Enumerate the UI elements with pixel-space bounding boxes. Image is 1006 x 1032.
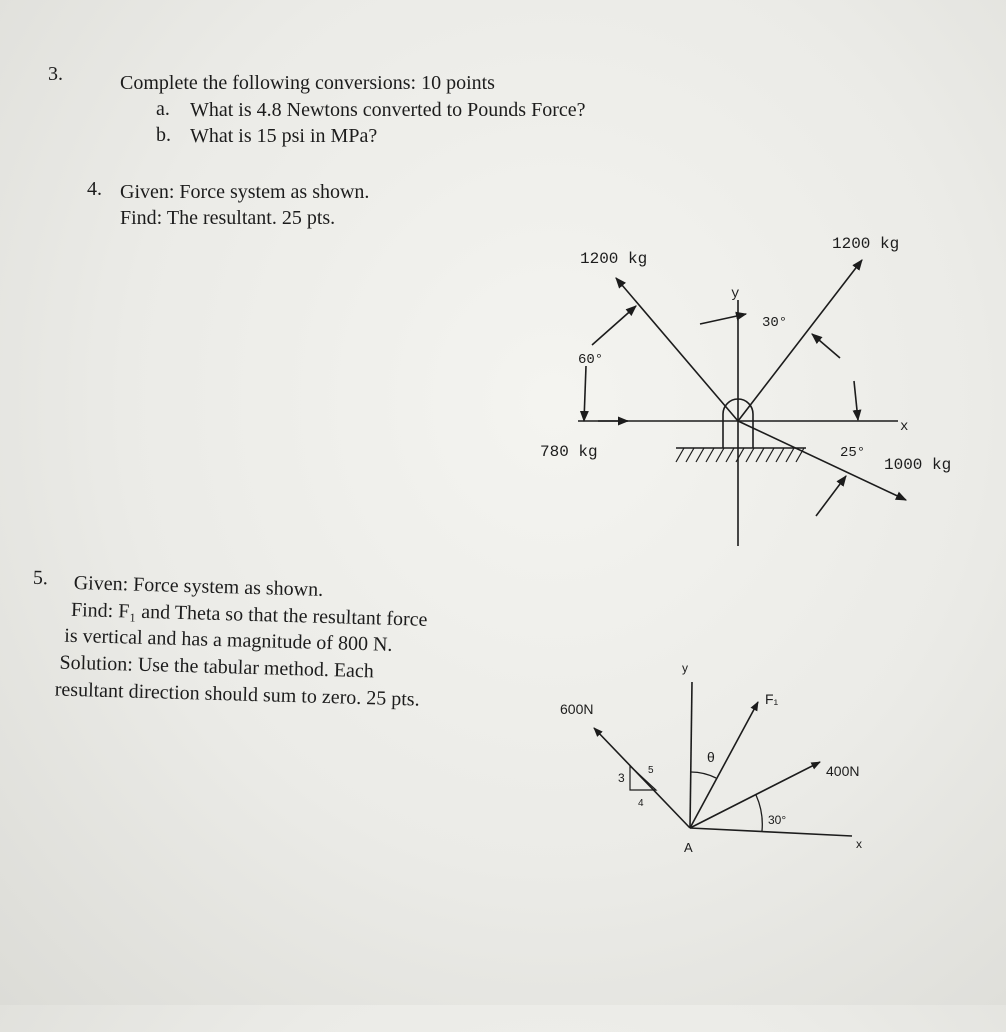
q5-instruction: resultant direction should sum to zero. 25 pts. (54, 678, 420, 711)
q5-tri-3: 3 (618, 771, 625, 785)
q4-angle-60: 60° (578, 352, 604, 368)
q5-number: 5. (32, 566, 49, 590)
q4-axis-y-label: y (731, 286, 740, 302)
q3-title: Complete the following conversions: 10 points (120, 72, 495, 94)
q4-label-780: 780 kg (540, 443, 598, 461)
q3-b-text: What is 15 psi in MPa? (190, 125, 378, 147)
q5-30-arc (756, 795, 762, 831)
q4-given: Given: Force system as shown. (120, 181, 370, 203)
q5-label-f1: F₁ (765, 691, 779, 707)
q5-tri-5: 5 (648, 765, 654, 776)
q4-angle-25: 25° (840, 445, 866, 461)
q5-x-axis (690, 828, 852, 836)
q5-force-600 (594, 728, 690, 828)
q4-axis-x-label: x (900, 419, 909, 435)
q5-theta-arc (691, 772, 716, 778)
q5-condition: is vertical and has a magnitude of 800 N. (64, 624, 393, 656)
q5-force-400 (690, 762, 820, 828)
q3-number: 3. (48, 63, 63, 85)
q5-given: Given: Force system as shown. (73, 571, 324, 601)
q4-angle-30: 30° (762, 315, 788, 331)
q5-point-a: A (684, 840, 693, 855)
q3-a-text: What is 4.8 Newtons converted to Pounds Force? (190, 99, 586, 121)
q5-label-600: 600N (560, 701, 594, 717)
q5-force-f1 (690, 702, 758, 828)
q4-number: 4. (87, 178, 102, 200)
q5-solution: Solution: Use the tabular method. Each (59, 651, 375, 683)
q3-b-label: b. (156, 124, 171, 146)
q5-label-30: 30° (768, 813, 787, 827)
q5-axis-x-label: x (856, 837, 862, 851)
q4-label-1200-right: 1200 kg (832, 235, 900, 253)
q5-find: Find: F₁ and Theta so that the resultant force (70, 598, 428, 631)
q3-a-label: a. (156, 98, 170, 120)
q5-axis-y-label: y (682, 661, 688, 675)
q4-find: Find: The resultant. 25 pts. (120, 207, 336, 229)
q5-tri-4: 4 (638, 798, 644, 809)
q5-label-theta: θ (707, 749, 715, 765)
q4-label-1000: 1000 kg (884, 456, 952, 474)
q4-label-1200-left: 1200 kg (580, 250, 648, 268)
q5-label-400: 400N (826, 763, 860, 779)
q5-y-axis (690, 682, 692, 828)
